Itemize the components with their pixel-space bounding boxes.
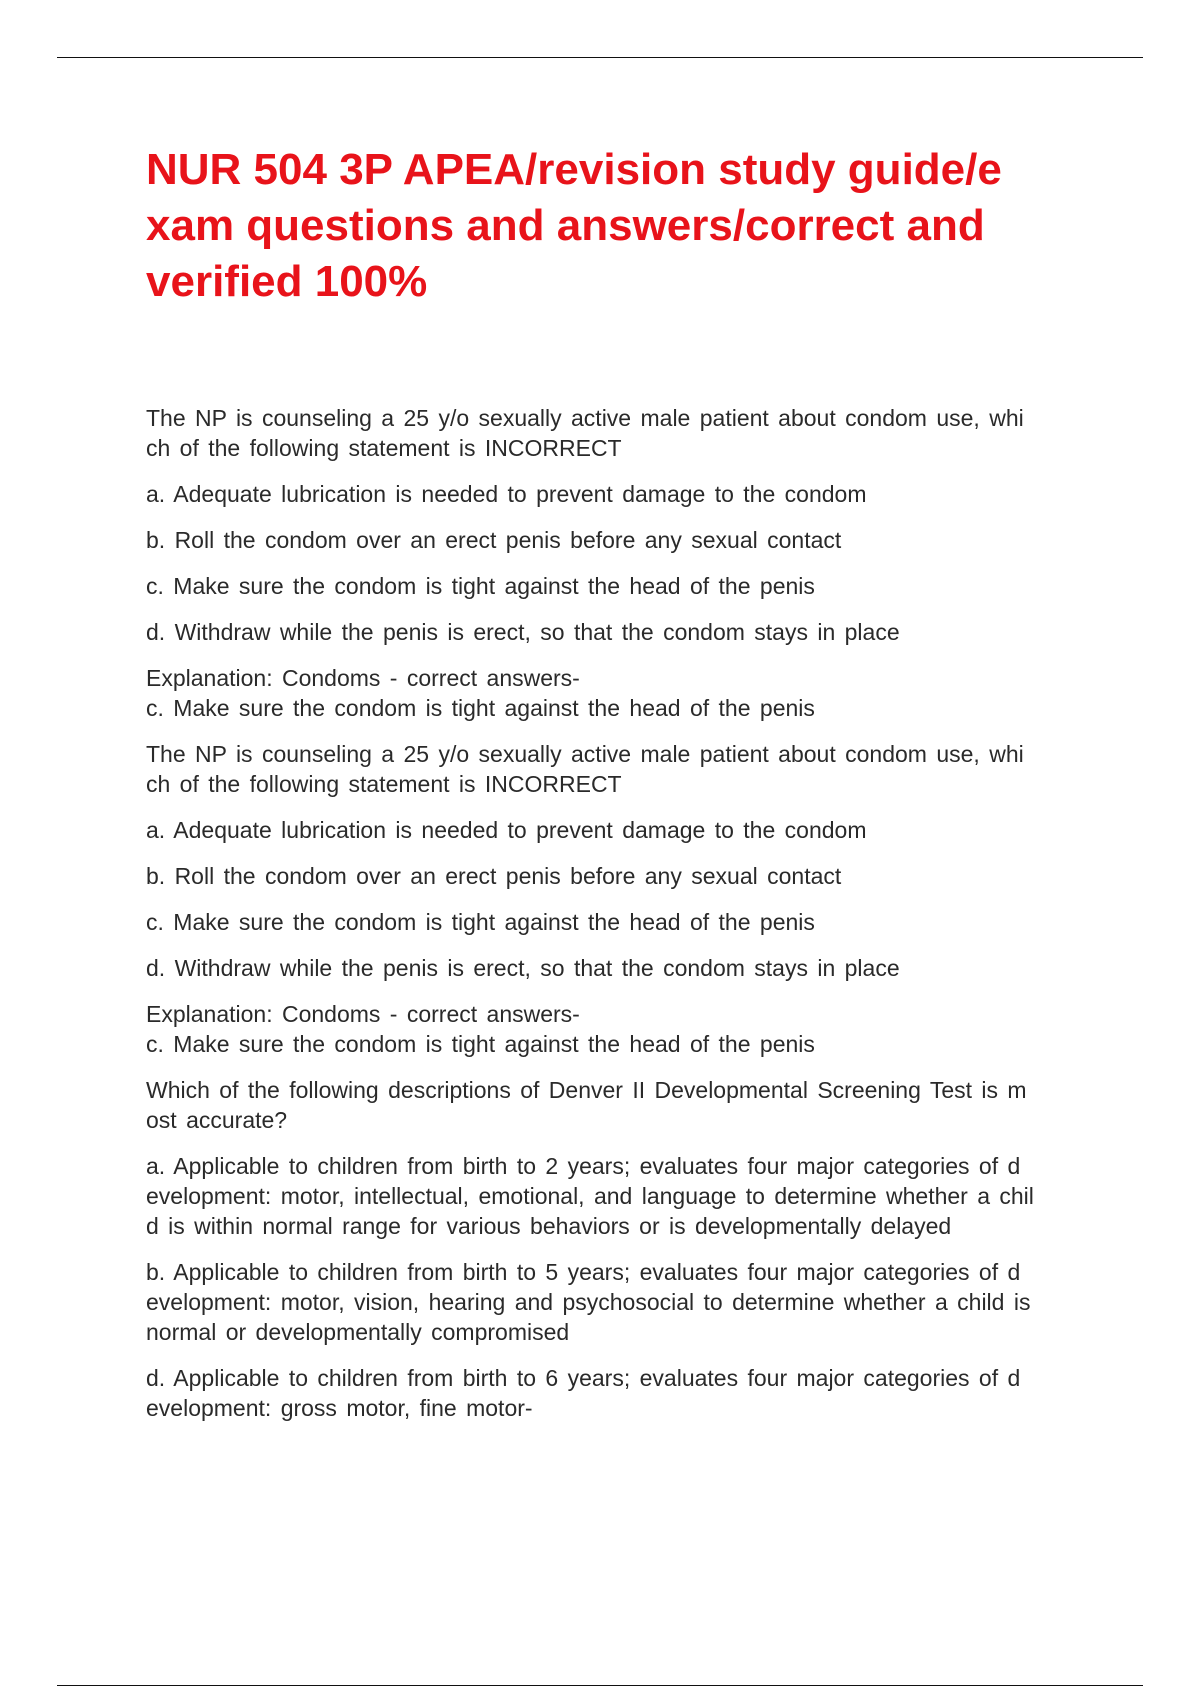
answer-option xyxy=(146,1151,1096,1241)
answer-option xyxy=(146,479,1096,509)
text-line: Explanation: Condoms - correct answers- xyxy=(146,1001,580,1027)
title-line: NUR 504 3P APEA/revision study guide/e xyxy=(146,145,1002,194)
explanation-text xyxy=(146,663,1096,723)
answer-option xyxy=(146,617,1096,647)
answer-option xyxy=(146,1257,1096,1347)
text-line: d. Withdraw while the penis is erect, so that the condom stays in place xyxy=(146,955,900,981)
text-line: b. Roll the condom over an erect penis before any sexual contact xyxy=(146,863,842,889)
bottom-rule xyxy=(57,1685,1143,1686)
document-title xyxy=(146,142,1086,310)
title-line: xam questions and answers/correct and xyxy=(146,201,985,250)
text-line: evelopment: motor, vision, hearing and psychosocial to determine whether a child is xyxy=(146,1289,1031,1315)
text-line: a. Adequate lubrication is needed to prevent damage to the condom xyxy=(146,481,867,507)
text-line: c. Make sure the condom is tight against the head of the penis xyxy=(146,573,815,599)
text-line: ch of the following statement is INCORRECT xyxy=(146,435,622,461)
answer-option xyxy=(146,861,1096,891)
text-line: The NP is counseling a 25 y/o sexually active male patient about condom use, whi xyxy=(146,741,1024,767)
text-line: Explanation: Condoms - correct answers- xyxy=(146,665,580,691)
answer-option xyxy=(146,953,1096,983)
top-rule xyxy=(57,57,1143,58)
text-line: c. Make sure the condom is tight against the head of the penis xyxy=(146,909,815,935)
text-line: evelopment: gross motor, fine motor- xyxy=(146,1395,533,1421)
question-text xyxy=(146,403,1096,463)
text-line: d. Withdraw while the penis is erect, so that the condom stays in place xyxy=(146,619,900,645)
answer-option xyxy=(146,525,1096,555)
text-line: d. Applicable to children from birth to 6 years; evaluates four major categories of d xyxy=(146,1365,1021,1391)
text-line: b. Roll the condom over an erect penis before any sexual contact xyxy=(146,527,842,553)
question-text xyxy=(146,739,1096,799)
text-line: ch of the following statement is INCORRECT xyxy=(146,771,622,797)
text-line: The NP is counseling a 25 y/o sexually active male patient about condom use, whi xyxy=(146,405,1024,431)
text-line: Which of the following descriptions of Denver II Developmental Screening Test is m xyxy=(146,1077,1027,1103)
text-line: a. Adequate lubrication is needed to prevent damage to the condom xyxy=(146,817,867,843)
explanation-text xyxy=(146,999,1096,1059)
text-line: c. Make sure the condom is tight against the head of the penis xyxy=(146,695,815,721)
answer-option xyxy=(146,907,1096,937)
answer-option xyxy=(146,815,1096,845)
text-line: b. Applicable to children from birth to 5 years; evaluates four major categories of d xyxy=(146,1259,1021,1285)
text-line: ost accurate? xyxy=(146,1107,288,1133)
text-line: d is within normal range for various behaviors or is developmentally delayed xyxy=(146,1213,952,1239)
question-text xyxy=(146,1075,1096,1135)
document-body xyxy=(146,403,1096,1439)
text-line: normal or developmentally compromised xyxy=(146,1319,570,1345)
text-line: evelopment: motor, intellectual, emotional, and language to determine whether a chil xyxy=(146,1183,1034,1209)
text-line: a. Applicable to children from birth to 2 years; evaluates four major categories of d xyxy=(146,1153,1021,1179)
answer-option xyxy=(146,571,1096,601)
answer-option xyxy=(146,1363,1096,1423)
title-line: verified 100% xyxy=(146,257,428,306)
text-line: c. Make sure the condom is tight against the head of the penis xyxy=(146,1031,815,1057)
